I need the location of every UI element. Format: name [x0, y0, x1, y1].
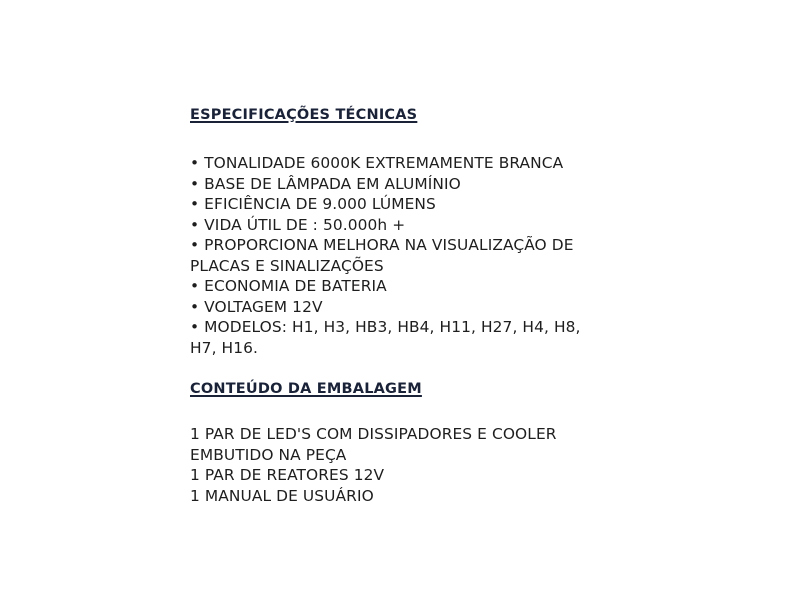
product-description	[190, 104, 790, 506]
package-list	[190, 424, 790, 506]
spec-line: • MODELOS: H1, H3, HB3, HB4, H11, H27, H4, H8,	[190, 318, 581, 336]
spec-line: • BASE DE LÂMPADA EM ALUMÍNIO	[190, 174, 461, 193]
spec-line: PLACAS E SINALIZAÇÕES	[190, 256, 384, 275]
spec-line: • VOLTAGEM 12V	[190, 297, 323, 316]
spec-line: • TONALIDADE 6000K EXTREMAMENTE BRANCA	[190, 154, 564, 172]
specs-heading: ESPECIFICAÇÕES TÉCNICAS	[190, 107, 418, 123]
spec-line: • EFICIÊNCIA DE 9.000 LÚMENS	[190, 195, 436, 213]
specs-list	[190, 153, 790, 358]
package-heading: CONTEÚDO DA EMBALAGEM	[190, 381, 422, 397]
spec-line: • VIDA ÚTIL DE : 50.000h +	[190, 215, 406, 234]
spec-line: H7, H16.	[190, 338, 258, 357]
package-line: 1 MANUAL DE USUÁRIO	[190, 486, 374, 505]
package-line: 1 PAR DE REATORES 12V	[190, 466, 385, 484]
spec-line: • ECONOMIA DE BATERIA	[190, 277, 387, 295]
package-line: EMBUTIDO NA PEÇA	[190, 445, 347, 464]
spec-line: • PROPORCIONA MELHORA NA VISUALIZAÇÃO DE	[190, 236, 574, 254]
package-line: 1 PAR DE LED'S COM DISSIPADORES E COOLER	[190, 425, 557, 443]
